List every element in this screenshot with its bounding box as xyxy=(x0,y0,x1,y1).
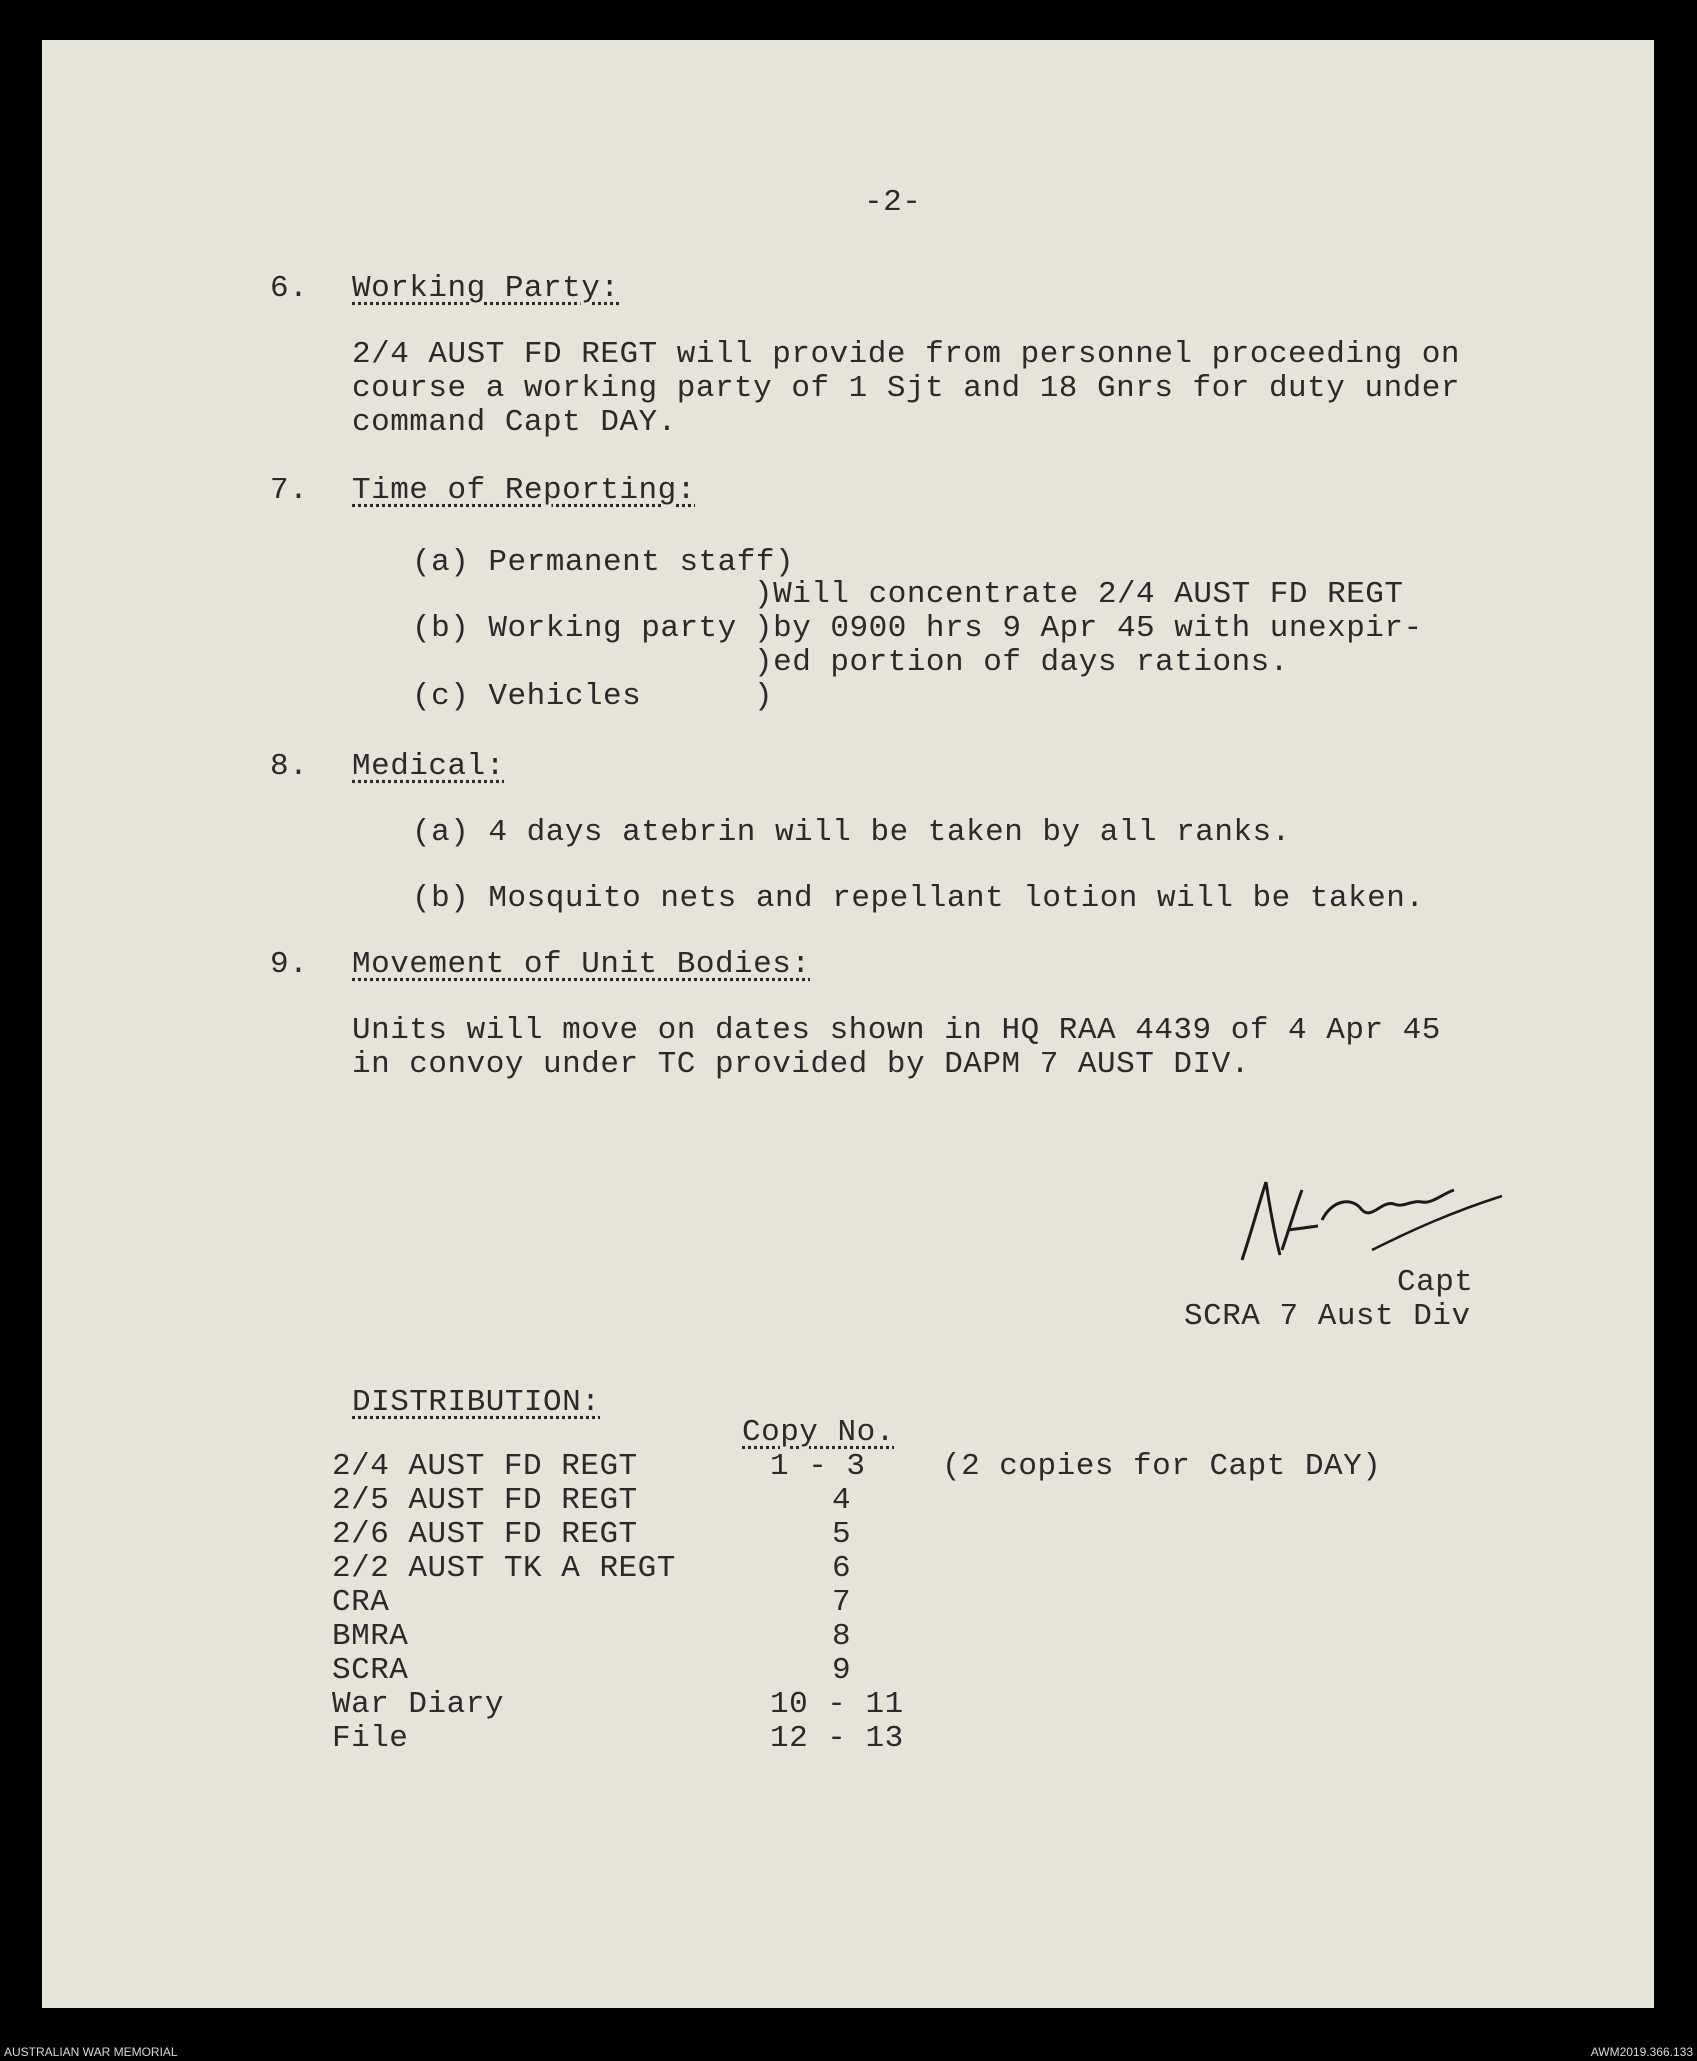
distribution-unit: 2/5 AUST FD REGT xyxy=(332,1483,638,1518)
distribution-unit: SCRA xyxy=(332,1653,409,1688)
footer-archive-name: AUSTRALIAN WAR MEMORIAL xyxy=(4,2045,178,2059)
document-page xyxy=(42,40,1654,2008)
distribution-copy: 6 xyxy=(832,1551,852,1586)
section-6-heading: Working Party: xyxy=(352,271,620,306)
section-7-text-1: )Will concentrate 2/4 AUST FD REGT xyxy=(754,577,1404,612)
distribution-copy: 12 - 13 xyxy=(770,1721,904,1756)
distribution-unit: BMRA xyxy=(332,1619,409,1654)
distribution-note: (2 copies for Capt DAY) xyxy=(942,1449,1382,1484)
section-8-item-b: (b) Mosquito nets and repellant lotion will be taken. xyxy=(412,881,1425,916)
distribution-copy: 7 xyxy=(832,1585,852,1620)
footer-accession-number: AWM2019.366.133 xyxy=(1590,2045,1693,2059)
section-7-text-3: )ed portion of days rations. xyxy=(754,645,1289,680)
section-9-line-1: Units will move on dates shown in HQ RAA 4439 of 4 Apr 45 xyxy=(352,1013,1441,1048)
section-8-number: 8. xyxy=(270,749,309,784)
distribution-copy: 5 xyxy=(832,1517,852,1552)
distribution-copy: 10 - 11 xyxy=(770,1687,904,1722)
distribution-copy: 4 xyxy=(832,1483,852,1518)
distribution-copy-header: Copy No. xyxy=(742,1415,895,1450)
signature-appointment: SCRA 7 Aust Div xyxy=(1184,1299,1471,1334)
distribution-unit: 2/6 AUST FD REGT xyxy=(332,1517,638,1552)
distribution-copy: 8 xyxy=(832,1619,852,1654)
distribution-unit: 2/2 AUST TK A REGT xyxy=(332,1551,676,1586)
distribution-copy: 9 xyxy=(832,1653,852,1688)
section-7-item-b: (b) Working party xyxy=(412,611,737,646)
section-9-heading: Movement of Unit Bodies: xyxy=(352,947,811,982)
section-7-bracket-close: ) xyxy=(754,679,774,714)
section-8-item-a: (a) 4 days atebrin will be taken by all ranks. xyxy=(412,815,1291,850)
distribution-heading: DISTRIBUTION: xyxy=(352,1385,601,1420)
section-6-line-2: course a working party of 1 Sjt and 18 Gnrs for duty under xyxy=(352,371,1460,406)
section-6-line-3: command Capt DAY. xyxy=(352,405,677,440)
section-9-number: 9. xyxy=(270,947,309,982)
page-number: -2- xyxy=(864,185,922,220)
section-7-text-2: )by 0900 hrs 9 Apr 45 with unexpir- xyxy=(754,611,1423,646)
section-9-line-2: in convoy under TC provided by DAPM 7 AUST DIV. xyxy=(352,1047,1250,1082)
distribution-unit: War Diary xyxy=(332,1687,504,1722)
section-7-number: 7. xyxy=(270,473,309,508)
signature-rank: Capt xyxy=(1397,1265,1474,1300)
distribution-unit: 2/4 AUST FD REGT xyxy=(332,1449,638,1484)
distribution-unit: CRA xyxy=(332,1585,390,1620)
handwritten-signature xyxy=(1222,1160,1522,1270)
section-8-heading: Medical: xyxy=(352,749,505,784)
section-7-item-c: (c) Vehicles xyxy=(412,679,642,714)
distribution-copy: 1 - 3 xyxy=(770,1449,866,1484)
section-7-heading: Time of Reporting: xyxy=(352,473,696,508)
distribution-unit: File xyxy=(332,1721,409,1756)
section-6-line-1: 2/4 AUST FD REGT will provide from personnel proceeding on xyxy=(352,337,1460,372)
section-7-item-a: (a) Permanent staff) xyxy=(412,545,795,580)
section-6-number: 6. xyxy=(270,271,309,306)
